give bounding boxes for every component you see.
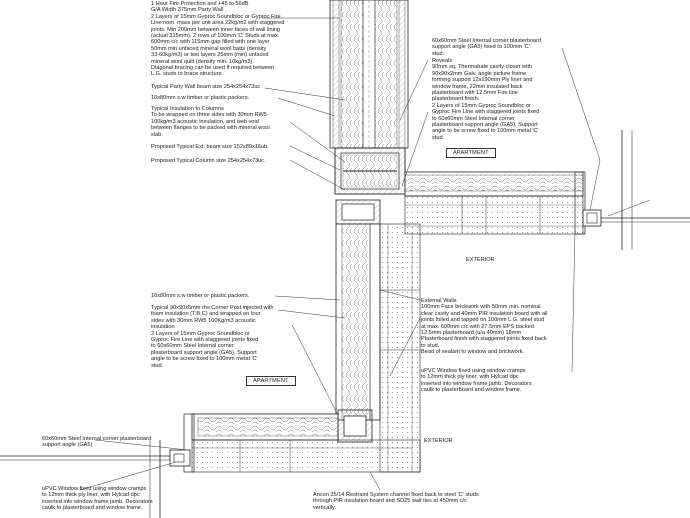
column-insulation-note: Typical Insulation to Columns To be wrapped on three sides with 30mm RW5 100kg/m3 acoustic insulation, and web void between flanges to be packed with mineral wool slab. (151, 106, 270, 138)
apartment-label-upper: APARTMENT (446, 148, 496, 158)
party-wall-beam-note: Typical Party Wall beam size 254x254x73uc (151, 84, 261, 90)
reveals-note: Reveals 90mm sq. Thermabate cavity closer with 90x90x2mm Galv. angle picture frame forming support 12x190mm Ply liner and window frame, 22mm insulated back plasterboard with 12.5mm Fire line plasterboard finish. 2 Layers of 15mm Gyproc Soundbloc or Gyproc Fire Line with staggered joints fixed to 60x60mm Steel Internal corner plasterboard support angle (GA5). Support angle to be screw fixed to 100mm metal 'C' stud. (432, 58, 540, 141)
restraint-system-note: Ancon 25/14 Restraint System channel fixed back to steel 'C' studs through PIR insulation board and SD25 wall ties at 450mm c/c vertically. (313, 492, 479, 511)
external-walls-note: External Walls 100mm Face brickwork with 50mm min. nominal clear cavity and 40mm PIR insulation board with all joints foiled and tapped on 100mm L.G. steel stud at max. 600mm c/c with 27.5mm EPS backed 12.5mm plasterboard (u/a 40mm) 18mm Plasterboard finish with staggered joints fixed back to stud. Bead of sealant to window and brickwork. (421, 298, 548, 356)
window-fixing-note-lower: uPVC Window fixed using window cramps to 12mm thick ply liner, with Hylcad dpc inserted into window frame jamb. Decorators caulk to plasterboard and window frame. (42, 486, 153, 512)
column-size-note: Proposed Typical Column size 254x254x73uc. (151, 158, 266, 164)
corner-post-note: Typical 90x90x5mm rhs Corner Post injected with foam insulation (T.B.C) and wrapped on four sides with 30mm RW5 100Kg/m3 acoustic insulation 2 Layers of 15mm Gyproc Soundbloc or Gyproc Fire Line with staggered joints fixed to 60x60mm Steel Internal corner plasterboard support angle (GA5). Support angle to be screw fixed to 100mm metal 'C' stud. (151, 305, 274, 369)
packers-note-upper: 10x80mm s.w timber or plastic packers. (151, 95, 250, 101)
exterior-label-lower: EXTERIOR (424, 438, 453, 444)
upper-window (583, 130, 690, 250)
corner-post (338, 410, 372, 442)
upper-external-wall (405, 172, 585, 234)
corner-angle-note-lower: 60x60mm Steel Internal corner plasterboard support angle (GA5) (42, 436, 152, 449)
packers-note-lower: 10x80mm s.w timber or plastic packers. (151, 293, 250, 299)
exterior-label-upper: EXTERIOR (466, 257, 495, 263)
corner-column (336, 200, 380, 224)
party-wall-specification: 1 Hour Fire Protection and +45 to 56dB G/A Width 375mm Party Wall 2 Layers of 15mm Gyproc Soundbloc or Gyproc Fire Line nom. mass per unit area 22kg/m2 with staggered joints. Min 200mm between inner faces of wall lining (actual 315mm). 2 rows of 100mm 'C' Studs at max. 600mm c/c with 115mm gap filled with one layer 50mm min unfaced mineral wool batts (density 33-60kg/m3) or two layers 25mm (min) unfaced mineral wool quilt (density min. 10kg/m3). Diagonal bracing can be used if required between L.G. studs to brace structure. (151, 1, 285, 78)
window-fixing-note-upper: uPVC Window fixed using window cramps to 12mm thick ply liner, with Hylcad dpc inserted into window frame jamb. Decorators caulk to plasterboard and window frame. (421, 368, 532, 394)
corner-angle-note-upper: 60x60mm Steel Internal corner plasterboard support angle (GA5) fixed to 100mm 'C' stud. (432, 38, 542, 57)
ext-beam-size-note: Proposed Typical Ext. beam size 152x89x16ub. (151, 144, 269, 150)
party-wall-column (335, 148, 405, 194)
apartment-label-lower: APARTMENT (246, 376, 296, 386)
party-wall (330, 0, 408, 148)
